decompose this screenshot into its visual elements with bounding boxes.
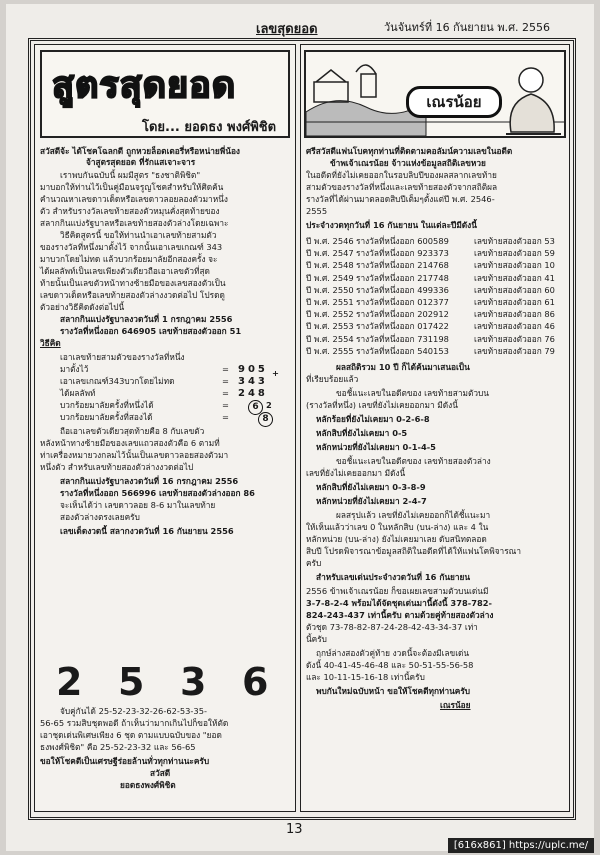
left-text-line: ยอดธงพงศ์พิชิต [120,780,176,790]
right-text-line: หลักหน่วยที่ยังไม่เคยมา 2-4-7 [316,496,427,506]
left-text-line: สวัสดี [150,768,171,778]
right-text-line: ผลสรุปแล้ว เลขที่ยังไม่เคยออกก็ได้ชี้แนะมา [336,510,491,520]
right-text-line: สามตัวของรางวัลที่หนึ่งและเลขท้ายสองตัวจากสถิติผล [306,182,498,192]
right-text-line: 3-7-8-2-4 พร้อมได้จัดชุดเด่นมานี้ดังนี้ 378-782- [306,598,492,608]
left-text-line: ตัวอย่างวิธีคิดดังต่อไปนี้ [40,302,125,312]
table-first-prize: รางวัลที่หนึ่งออก 202912 [356,309,449,320]
left-text-line: รางวัลที่หนึ่งออก 646905 เลขท้ายสองตัวออก 51 [60,326,242,336]
left-text-line: ท่าเครื่องหมายวงกลมไว้นั้นเป็นเลขดาวลอยสองตัวมา [40,450,229,460]
left-text-line: ได้ผลลัพท์เป็นเลขเพียงตัวเดียวถือเอาเลขตัวที่สุด [40,266,210,276]
table-first-prize: รางวัลที่หนึ่งออก 540153 [356,345,449,356]
table-two-digit: เลขท้ายสองตัวออก 10 [474,260,555,271]
right-text-line: ที่เรียบร้อยแล้ว [306,374,359,384]
right-text-line: ดังนี้ 40-41-45-46-48 และ 50-51-55-56-58 [306,660,474,670]
left-text-line: วิธีคิด [40,338,61,348]
left-text-line: มาบอกให้ท่านไว้เป็นคู่มือนจรูญโชคสำหรับให้ศิดค้น [40,182,224,192]
left-text-line: รางวัลที่หนึ่งออก 566996 เลขท้ายสองตัวล่างออก 86 [60,488,255,498]
right-text-line: หลักหน่วย (บน-ล่าง) ยังไม่เคยมาเลย ดับสนิทตลอด [306,534,487,544]
table-two-digit: เลขท้ายสองตัวออก 60 [474,284,555,295]
left-text-line: หนึ่งตัว สำหรับเลขท้ายสองตัวล่างงวดต่อไป [40,462,194,472]
banner-name: เณรน้อย [406,86,502,118]
circled-number: 6 [248,400,263,415]
right-text-line: ให้เห็นแล้วว่าเลข 0 ในหลักสิบ (บน-ล่าง) และ 4 ใน [306,522,489,532]
table-two-digit: เลขท้ายสองตัวออก 79 [474,345,555,356]
table-two-digit: เลขท้ายสองตัวออก 76 [474,333,555,344]
table-first-prize: รางวัลที่หนึ่งออก 017422 [356,321,449,332]
right-text-line: ฤกษ์ล่างสองตัวคู่ท้าย งวดนี้จะต้องมีเลขเด่น [316,648,470,658]
table-two-digit: เลขท้ายสองตัวออก 61 [474,297,555,307]
calc-equals: = [222,388,229,398]
left-text-line: เอาเลขเกณฑ์343บวกโดยไม่ทด [60,376,175,386]
table-two-digit: เลขท้ายสองตัวออก 59 [474,248,555,259]
left-text-line: เอาชุดเด่นพิเศษเพียง 6 ชุด ตามแบบฉบับของ "ยอด [40,730,222,740]
right-text-line: ขอชี้แนะเลขในอดีตของ เลขท้ายสามตัวบน [336,388,489,398]
table-year: ปี พ.ศ. 2548 [306,260,354,271]
left-text-line: จับคู่กันได้ 25-52-23-32-26-62-53-35- [60,706,207,716]
right-text-line: สิบปี โปรดพิจารณาข้อมูลสถิติในอดีตที่ได้ให้แฟนโคพิจารณา [306,546,522,556]
big-digit-2: 5 [118,660,145,704]
left-text-line: เราพบกันฉบับนี้ ผมมีสูตร "ธงชาติพิชิต" [60,170,201,180]
right-text-line: (รางวัลที่หนึ่ง) เลขที่ยังไม่เคยออกมา มีดังนี้ [306,400,458,410]
right-text-line: หลักสิบที่ยังไม่เคยมา 0-5 [316,428,408,438]
calc-value: 2 [266,400,272,410]
left-text-line: ขอให้โชคดีเป็นเศรษฐีร่อยล้านทั่วทุกท่านนะครับ [40,756,210,766]
header-date: วันจันทร์ที่ 16 กันยายน พ.ศ. 2556 [384,21,551,34]
left-banner [40,50,290,138]
header-title: เลขสุดยอด [256,22,318,37]
table-first-prize: รางวัลที่หนึ่งออก 923373 [356,248,449,259]
table-year: ปี พ.ศ. 2547 [306,248,354,259]
calc-equals: = [222,376,229,386]
calc-equals: = [222,400,229,410]
right-text-line: รางวัลที่ได้ผ่านมาตลอดสิบปีเต็มๆตั้งแต่ปี พ.ศ. 2546- [306,194,495,204]
right-text-line: นี้ครับ [306,634,327,644]
left-text-line: สองตัวล่างตรงเลยครับ [60,512,140,522]
table-first-prize: รางวัลที่หนึ่งออก 217748 [356,272,449,283]
table-year: ปี พ.ศ. 2554 [306,333,354,344]
right-text-line: ขอชี้แนะเลขในอดีตของ เลขท้ายสองตัวล่าง [336,456,491,466]
right-text-line: หลักสิบที่ยังไม่เคยมา 0-3-8-9 [316,482,426,492]
left-text-line: ท้ายนั้นเป็นเลขตัวหน้าทางซ้ายมือของเลขสองตัวเป็น [40,278,226,288]
right-text-line: 2555 [306,206,328,216]
right-text-line: ตัวชุด 73-78-82-87-24-28-42-43-34-37 เท่า [306,622,478,632]
table-first-prize: รางวัลที่หนึ่งออก 012377 [356,297,449,307]
left-text-line: ตัว สำหรับรางวัลเลขท้ายสองตัวหมุนคั่งสุดท้ายของ [40,206,220,216]
right-text-line: ศรีสวัสดีแฟนโบคทุกท่านที่ติดตามคอลัมน์ความเลขในอดีต [306,146,513,156]
left-text-line: เลขเด็ดงวดนี้ สลากงวดวันที่ 16 กันยายน 2556 [60,526,234,536]
calc-equals: = [222,364,229,374]
calc-value: 248 [238,388,268,399]
table-year: ปี พ.ศ. 2546 [306,236,354,246]
calc-equals: = [222,412,229,422]
table-two-digit: เลขท้ายสองตัวออก 46 [474,321,555,332]
table-first-prize: รางวัลที่หนึ่งออก 731198 [356,333,449,344]
calc-plus: + [272,368,279,378]
right-text-line: หลักร้อยที่ยังไม่เคยมา 0-2-6-8 [316,414,430,424]
right-text-line: 824-243-437 เท่านี้ครับ ตามด้วยคู่ท้ายสองตัวล่าง [306,610,494,620]
left-text-line: 56-65 รวมสิบชุดพอดี ถ้าเห็นว่ามากเกินไปก็ขอให้ตัด [40,718,229,728]
page-number: 13 [286,822,303,837]
left-text-line: มาบวกโดยไม่ทด แล้วบวกร้อยมาลัยอีกสองครั้ง จะ [40,254,218,264]
right-text-line: เณรน้อย [440,700,471,710]
left-text-line: สลากกินแบ่งรัฐบาลงวดวันที่ 16 กรกฎาคม 2556 [60,476,239,486]
right-text-line: เลขที่ยังไม่เคยออกมา มีดังนี้ [306,468,406,478]
table-first-prize: รางวัลที่หนึ่งออก 600589 [356,236,449,246]
left-text-line: ธงพงศ์พิชิต" คือ 25-52-23-32 และ 56-65 [40,742,196,752]
left-text-line: ของรางวัลที่หนึ่งมาตั้งไว้ จากนั้นเอาเลขเกณฑ์ 343 [40,242,223,252]
left-text-line: คำนวณหาเลขดาวเด็ดหรือเลขดาวลอยลองตัวมาหนึ่ง [40,194,228,204]
table-first-prize: รางวัลที่หนึ่งออก 214768 [356,260,449,271]
left-text-line: บวกร้อยมาลัยครั้งที่สองได้ [60,412,153,422]
right-text-line: หลักหน่วยที่ยังไม่เคยมา 0-1-4-5 [316,442,436,452]
left-text-line: วิธีคิดสูตรนี้ ขอให้ท่านนำเอาเลขท้ายสามตัว [60,230,217,240]
right-text-line: ในอดีตที่ยังไม่เคยออกในรอบลิบปีของผลสลากเลขท้าย [306,170,497,180]
big-digit-4: 6 [242,660,269,704]
left-text-line: มาตั้งไว้ [60,364,89,374]
left-text-line: เลขดาวเด็ดหรือเลขท้ายสองตัวล่างงวดต่อไป โปรดดู [40,290,225,300]
right-text-line: ประจำงวดทุกวันที่ 16 กันยายน ในแต่ละปีมีดังนี้ [306,220,477,230]
right-banner [304,50,566,138]
left-text-line: บวกร้อยมาลัยครั้งที่หนึ่งได้ [60,400,154,410]
circled-number: 8 [258,412,273,427]
table-two-digit: เลขท้ายสองตัวออก 86 [474,309,555,320]
table-year: ปี พ.ศ. 2552 [306,309,354,320]
left-text-line: ได้ผลลัพท์ [60,388,96,398]
table-year: ปี พ.ศ. 2551 [306,297,354,307]
big-digit-1: 2 [56,660,83,704]
table-year: ปี พ.ศ. 2549 [306,272,354,283]
right-text-line: และ 10-11-15-16-18 เท่านี้ครับ [306,672,425,682]
right-text-line: 2556 ข้าพเจ้าเณรน้อย ก็ขอเผยเลขสามตัวบนเด่นมี [306,586,489,596]
right-text-line: ข้าพเจ้าเณรน้อย จ้าวแห่งข้อมูลสถิติเลขหวย [330,158,486,168]
left-text-line: สลากกินแบ่งรัฐบาลหรือเลขท้ายสองตัวล่างโดยเฉพาะ [40,218,229,228]
left-text-line: ถือเอาเลขตัวเดียวสุดท้ายคือ 8 กับเลขตัว [60,426,205,436]
table-two-digit: เลขท้ายสองตัวออก 53 [474,236,555,246]
left-text-line: จ้าสูตรสุดยอด ที่รักแสเจาะจาร [86,157,196,167]
banner-byline: โดย... ยอดธง พงศ์พิชิต [142,120,277,135]
table-year: ปี พ.ศ. 2550 [306,284,354,295]
table-first-prize: รางวัลที่หนึ่งออก 499336 [356,284,449,295]
left-text-line: จะเห็นได้ว่า เลขดาวลอย 8-6 มาในเลขท้าย [60,500,216,510]
right-text-line: พบกันใหม่ฉบับหน้า ขอให้โชคดีทุกท่านครับ [316,686,471,696]
table-year: ปี พ.ศ. 2553 [306,321,354,332]
right-text-line: สำหรับเลขเด่นประจำงวดวันที่ 16 กันยายน [316,572,471,582]
left-text-line: สลากกินแบ่งรัฐบาลงวดวันที่ 1 กรกฎาคม 2556 [60,314,233,324]
left-text-line: เอาเลขท้ายสามตัวของรางวัลที่หนึ่ง [60,352,185,362]
left-text-line: หลังหน้าทางซ้ายมือของเลขแถวสองตัวคือ 6 ตามที่ [40,438,220,448]
banner-title: สูตรสุดยอด [52,65,237,106]
table-year: ปี พ.ศ. 2555 [306,345,354,356]
big-digit-3: 3 [180,660,207,704]
calc-value: 343 [238,376,268,387]
right-text-line: ครับ [306,558,322,568]
left-text-line: สวัสดีจ้ะ ได้โชคโฉลกดี ถูกหวยล็อตเตอรี่หรือหน่ายพี่น้อง [40,146,240,156]
right-text-line: ผลสถิติรวม 10 ปี ก็ได้ค้นมาเสนอเป็น [336,362,470,372]
calc-value: 905 [238,364,268,375]
table-two-digit: เลขท้ายสองตัวออก 41 [474,272,555,283]
watermark: [616x861] https://uplc.me/ [448,838,594,853]
